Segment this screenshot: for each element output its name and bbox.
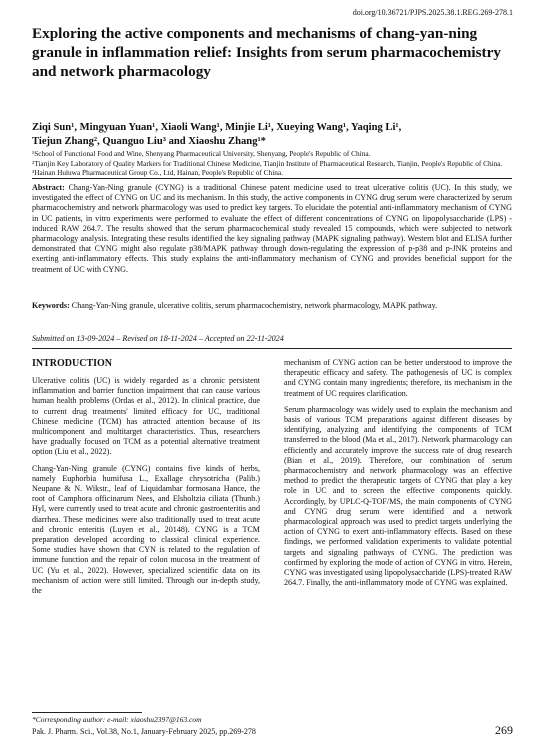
author-list [32, 121, 512, 149]
abstract-text: Chang-Yan-Ning granule (CYNG) is a traditional Chinese patent medicine used to treat ulcerative colitis (UC). In this study, we investigated the effect of CYNG on UC and its mechanism. In this study, the active components in CYNG drug serum were characterized by serum pharmacochemistry and network pharmacology was used to predict key targets. To elucidate the potential anti-inflammatory mechanism of CYNG in UC patients, in vitro experiments were performed to evaluate the effect of different concentrations of CYNG on lipopolysaccharide (LPS) -induced RAW 264.7. The results showed that the serum pharmacochemical study revealed 15 compounds, which were subjected to network pharmacology analysis. Integrating these results identified the key signaling pathway (MAPK signaling pathway). Western blot and ELISA further demonstrated that CYNG might also regulate p38/MAPK pathway through down-regulating the expression of p-p38 and p-JNK proteins and exerting anti-inflammatory effects. This study explains the anti-inflammatory mechanism of CYNG and provides beneficial support for the treatment of UC with CYNG. [32, 183, 513, 274]
intro-heading: INTRODUCTION [32, 358, 113, 369]
right-paragraph-2: Serum pharmacology was widely used to explain the mechanism and basis of various TCM preparations against different diseases by identifying, analyzing and identifying the components of TCM transferred to the blood (Ma et al., 2017). Network pharmacology can efficiently and accurately improve the success rate of drug research (Bian et al., 2019). Therefore, our combination of serum pharmacochemistry and network pharmacology was an effective method to predict the therapeutic targets of CYNG that play a key role in UC and to screen the effective components quickly. Accordingly, by UPLC-Q-TOF/MS, the main components of CYNG and CYNG drug serum were identified and a network pharmacological approach was used to predict targets underlying the action of CYNG to exert anti-inflammatory effects. Based on these findings, we performed validation experiments to validate potential targets and signaling pathways of CYNG. The prediction was confirmed by exploring the mode of action of CYNG in vitro. Herein, CYNG was investigated using lipopolysaccharide (LPS)-treated RAW 264.7. Finally, the anti-inflammatory mode of CYNG was explained. [284, 404, 512, 588]
paper-title: Exploring the active components and mechanisms of chang-yan-ning granule in inflammation relief: Insights from serum pharmacochemistry and network pharmacology [32, 25, 501, 80]
right-column [284, 358, 512, 594]
keywords-text: Chang-Yan-Ning granule, ulcerative colitis, serum pharmacochemistry, network pharmacology, MAPK pathway. [71, 301, 438, 310]
divider-top [32, 178, 512, 179]
submission-dates: Submitted on 13-09-2024 – Revised on 18-11-2024 – Accepted on 22-11-2024 [32, 334, 284, 343]
corresponding-author-footnote: *Corresponding author: e-mail: xiaoshu2397@163.com [32, 715, 202, 724]
affiliation-1: ¹School of Functional Food and Wine, Shenyang Pharmaceutical University, Shenyang, People's Republic of China. [32, 149, 371, 158]
abstract-label: Abstract: [32, 183, 65, 192]
authors-line-1: Ziqi Sun¹, Mingyuan Yuan¹, Xiaoli Wang¹, Minjie Li¹, Xueying Wang¹, Yaqing Li¹, [32, 122, 402, 133]
divider-bottom [32, 348, 512, 349]
page-number: 269 [495, 723, 513, 737]
journal-citation: Pak. J. Pharm. Sci., Vol.38, No.1, January-February 2025, pp.269-278 [32, 727, 256, 736]
affiliations [32, 149, 512, 178]
authors-line-2: Tiejun Zhang², Quanguo Liu³ and Xiaoshu Zhang¹* [32, 136, 266, 147]
left-paragraph-2: Chang-Yan-Ning granule (CYNG) contains five kinds of herbs, namely Euphorbia humifusa L., Exallage chrysotricha (Palib.) Neupane & N. Wikstr., leaf of Liquidambar formosana Hance, the root of Camphora officinarum Nees, and Elsholtzia ciliata (Thunb.) Hyl, were currently used to treat acute and chronic gastroenteritis and diarrhea. These medicines were also traditionally used to treat acute and chronic enteritis (Luyen et al., 20148). CYNG is a TCM preparation developed according to classical clinical experience. Some studies have shown that CYN is related to the regulation of immune function and the repair of colon mucosa in the treatment of UC (Yu et al., 2022). However, specialized scientific data on its mechanism of action were still limited. Through our in-depth study, the [32, 463, 260, 596]
left-column [32, 376, 260, 602]
left-paragraph-1: Ulcerative colitis (UC) is widely regarded as a chronic persistent inflammation and barrier function impairment that can cause various human health problems (Ordas et al., 2012). In clinical practice, due to current drug treatments' limited efficacy for UC, traditional Chinese medicine (TCM) has attracted attention because of its multicomponent and multitarget characteristics. Thus, researchers have gradually focused on TCM as a potential alternative treatment option (Liu et al., 2022). [32, 376, 260, 457]
doi-header[interactable]: doi.org/10.36721/PJPS.2025.38.1.REG.269-278.1 [352, 8, 513, 17]
affiliation-2: ²Tianjin Key Laboratory of Quality Markers for Traditional Chinese Medicine, Tianjin Institute of Pharmaceutical Research, Tianjin, People's Republic of China. [32, 158, 503, 168]
footnote-divider [32, 712, 142, 713]
abstract [32, 183, 512, 275]
keywords [32, 301, 512, 311]
affiliation-3: ³Hainan Huluwa Pharmaceutical Group Co., Ltd, Hainan, People's Republic of China. [32, 168, 283, 177]
keywords-label: Keywords: [32, 301, 70, 310]
right-paragraph-1: mechanism of CYNG action can be better understood to improve the therapeutic efficacy and safety. The pathogenesis of UC is complex and CYNG contain many ingredients; therefore, its mechanism in the treatment of UC requires clarification. [284, 358, 512, 398]
